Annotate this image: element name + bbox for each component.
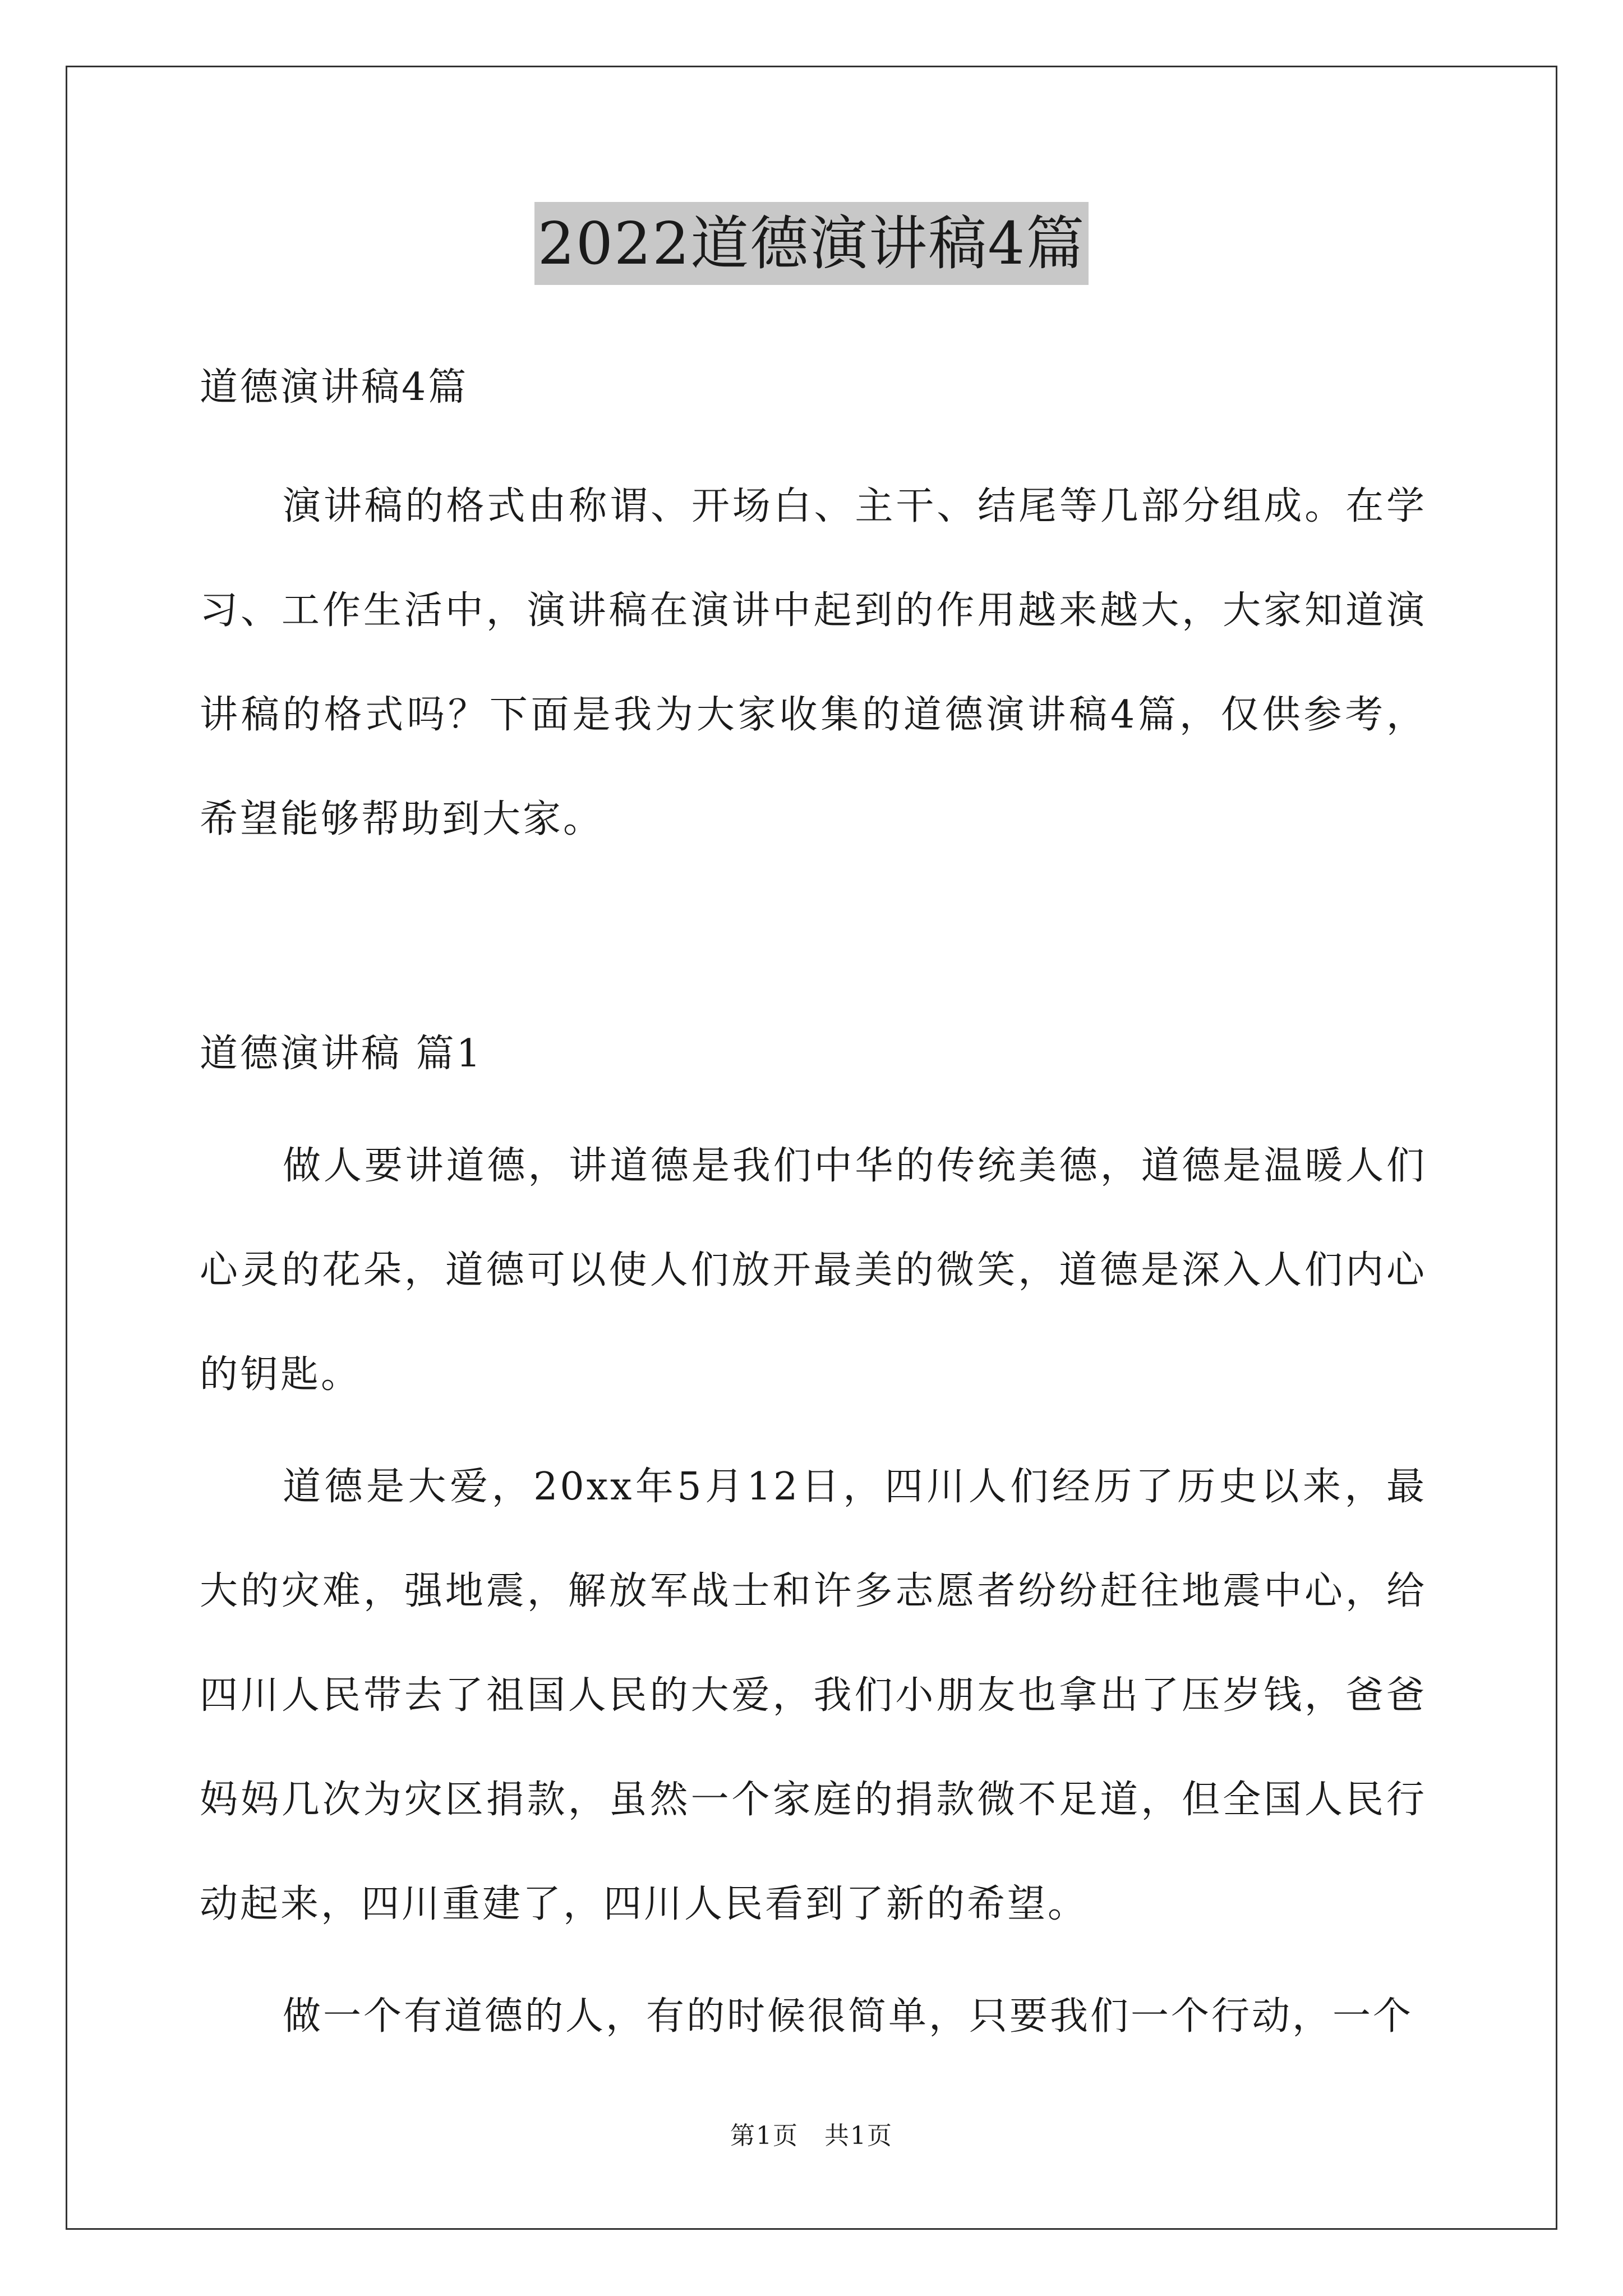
- document-subtitle: 道德演讲稿4篇: [200, 365, 469, 409]
- spacer: [200, 1427, 1427, 1435]
- section-heading: 道德演讲稿 篇1: [200, 1032, 483, 1076]
- body-paragraph-1: 做人要讲道德，讲道德是我们中华的传统美德，道德是温暖人们心灵的花朵，道德可以使人们放开最美的微笑，道德是深入人们内心的钥匙。: [200, 1144, 1427, 1397]
- body-paragraph-2: 道德是大爱，20xx年5月12日，四川人们经历了历史以来，最大的灾难，强地震，解放军战士和许多志愿者纷纷赶往地震中心，给四川人民带去了祖国人民的大爱，我们小朋友也拿出了压岁钱，爸爸妈妈几次为灾区捐款，虽然一个家庭的捐款微不足道，但全国人民行动起来，四川重建了，四川人民看到了新的希望。: [200, 1465, 1427, 1926]
- spacer: [200, 872, 1427, 1002]
- spacer: [200, 440, 1427, 454]
- intro-paragraph: 演讲稿的格式由称谓、开场白、主干、结尾等几部分组成。在学习、工作生活中，演讲稿在演讲中起到的作用越来越大，大家知道演讲稿的格式吗？下面是我为大家收集的道德演讲稿4篇，仅供参考，希望能够帮助到大家。: [200, 484, 1427, 841]
- spacer: [200, 1106, 1427, 1114]
- document-title: 2022道德演讲稿4篇: [534, 202, 1089, 285]
- page-footer: 第1页 共1页: [730, 2122, 893, 2150]
- spacer: [200, 1957, 1427, 1964]
- body-paragraph-3: 做一个有道德的人，有的时候很简单，只要我们一个行动，一个: [283, 1994, 1414, 2039]
- document-body: [200, 335, 1427, 2069]
- title-container: [0, 202, 1623, 285]
